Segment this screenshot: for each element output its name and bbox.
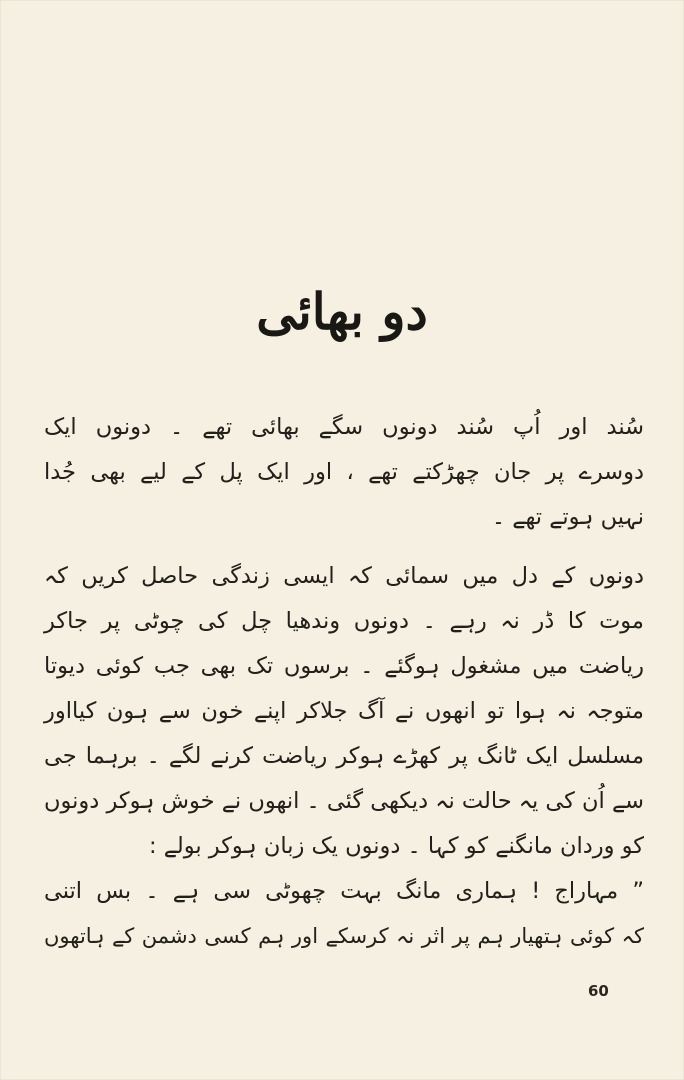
text-line: سے اُن کی یہ حالت نہ دیکھی گئی ۔ انھوں نے خوش ہوکر دونوں [44,788,644,814]
paragraph-1 [44,405,644,540]
body-text [44,405,644,959]
page-number: 60 [588,982,609,1000]
text-line: موت کا ڈر نہ رہے ۔ دونوں وندھیا چل کی چوٹی پر جاکر [44,608,644,634]
text-line: مسلسل ایک ٹانگ پر کھڑے ہوکر ریاضت کرنے لگے ۔ برہما جی [44,743,644,769]
paragraph-gap [44,540,644,554]
text-line: نہیں ہوتے تھے ۔ [491,504,644,530]
text-line: کہ کوئی ہتھیار ہم پر اثر نہ کرسکے اور ہم کسی دشمن کے ہاتھوں [44,924,644,948]
paragraph-3 [44,869,644,959]
text-line: سُند اور اُپ سُند دونوں سگے بھائی تھے ۔ دونوں ایک [44,414,644,440]
text-line: متوجہ نہ ہوا تو انھوں نے آگ جلاکر اپنے خون سے ہون کیااور [44,698,644,724]
text-line: کو وردان مانگنے کو کہا ۔ دونوں یک زبان ہوکر بولے : [148,833,644,859]
text-line: ریاضت میں مشغول ہوگئے ۔ برسوں تک بھی جب کوئی دیوتا [44,653,644,679]
chapter-title: دو بھائی [256,282,428,341]
text-line: دوسرے پر جان چھڑکتے تھے ، اور ایک پل کے لیے بھی جُدا [44,459,644,485]
text-line: ” مہاراج ! ہماری مانگ بہت چھوٹی سی ہے ۔ بس اتنی [44,878,644,904]
paragraph-2 [44,554,644,869]
text-line: دونوں کے دل میں سمائی کہ ایسی زندگی حاصل کریں کہ [44,563,644,589]
